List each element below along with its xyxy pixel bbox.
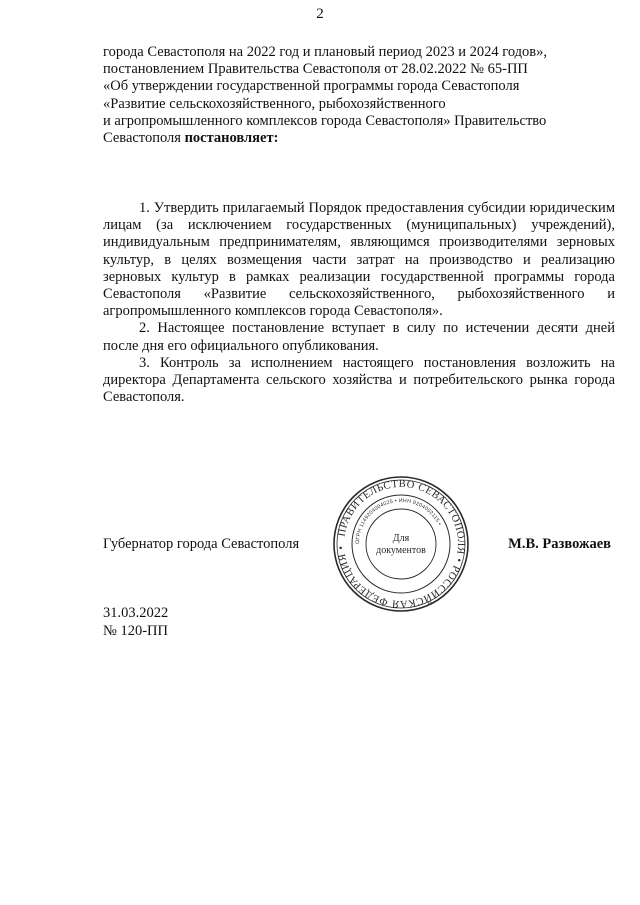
point-3: 3. Контроль за исполнением настоящего постановления возложить на директора Департамента сельского хозяйства и потребительского рынка города Севастополя. [103, 354, 615, 406]
point-1: 1. Утвердить прилагаемый Порядок предоставления субсидии юридическим лицам (за исключением государственных (муниципальных) учреждений), индивидуальным предпринимателям, являющимся производителями зерновых культур, в целях возмещения части затрат на производство и реализацию зерновых культур в рамках реализации государственной программы города Севастополя «Развитие сельскохозяйственного, рыбохозяйственного и агропромышленного комплексов города Севастополя». [103, 200, 615, 320]
document-number: № 120-ПП [103, 623, 168, 639]
signatory-name: М.В. Развожаев [508, 536, 611, 552]
point-2: 2. Настоящее постановление вступает в силу по истечении десяти дней после дня его официального опубликования. [103, 320, 615, 354]
intro-line: постановлением Правительства Севастополя от 28.02.2022 № 65-ПП [103, 61, 528, 78]
resolves-word: постановляет: [184, 130, 279, 147]
seal-inner-text: ОГРН 1149204004025 • ИНН 9204002115 • [354, 497, 443, 545]
document-footer [103, 604, 168, 640]
intro-paragraph [103, 44, 615, 147]
intro-line: и агропромышленного комплексов города Севастополя» Правительство [103, 112, 547, 129]
intro-line: города Севастополя на 2022 год и плановый период 2023 и 2024 годов», [103, 44, 548, 60]
seal-center-line1: Для [392, 533, 410, 544]
resolution-points [103, 200, 615, 406]
seal-outer-text: ПРАВИТЕЛЬСТВО СЕВАСТОПОЛЯ • РОССИЙСКАЯ ФЕДЕРАЦИЯ • [335, 478, 467, 610]
document-date: 31.03.2022 [103, 605, 169, 621]
intro-line: «Развитие сельскохозяйственного, рыбохозяйственного [103, 95, 446, 112]
intro-line [103, 130, 615, 147]
page-number: 2 [316, 6, 324, 22]
intro-line: «Об утверждении государственной программы города Севастополя [103, 78, 520, 95]
signatory-position: Губернатор города Севастополя [103, 536, 300, 552]
official-seal [331, 474, 471, 614]
seal-center-line2: документов [376, 545, 426, 556]
intro-line-text: Севастополя [103, 130, 185, 147]
